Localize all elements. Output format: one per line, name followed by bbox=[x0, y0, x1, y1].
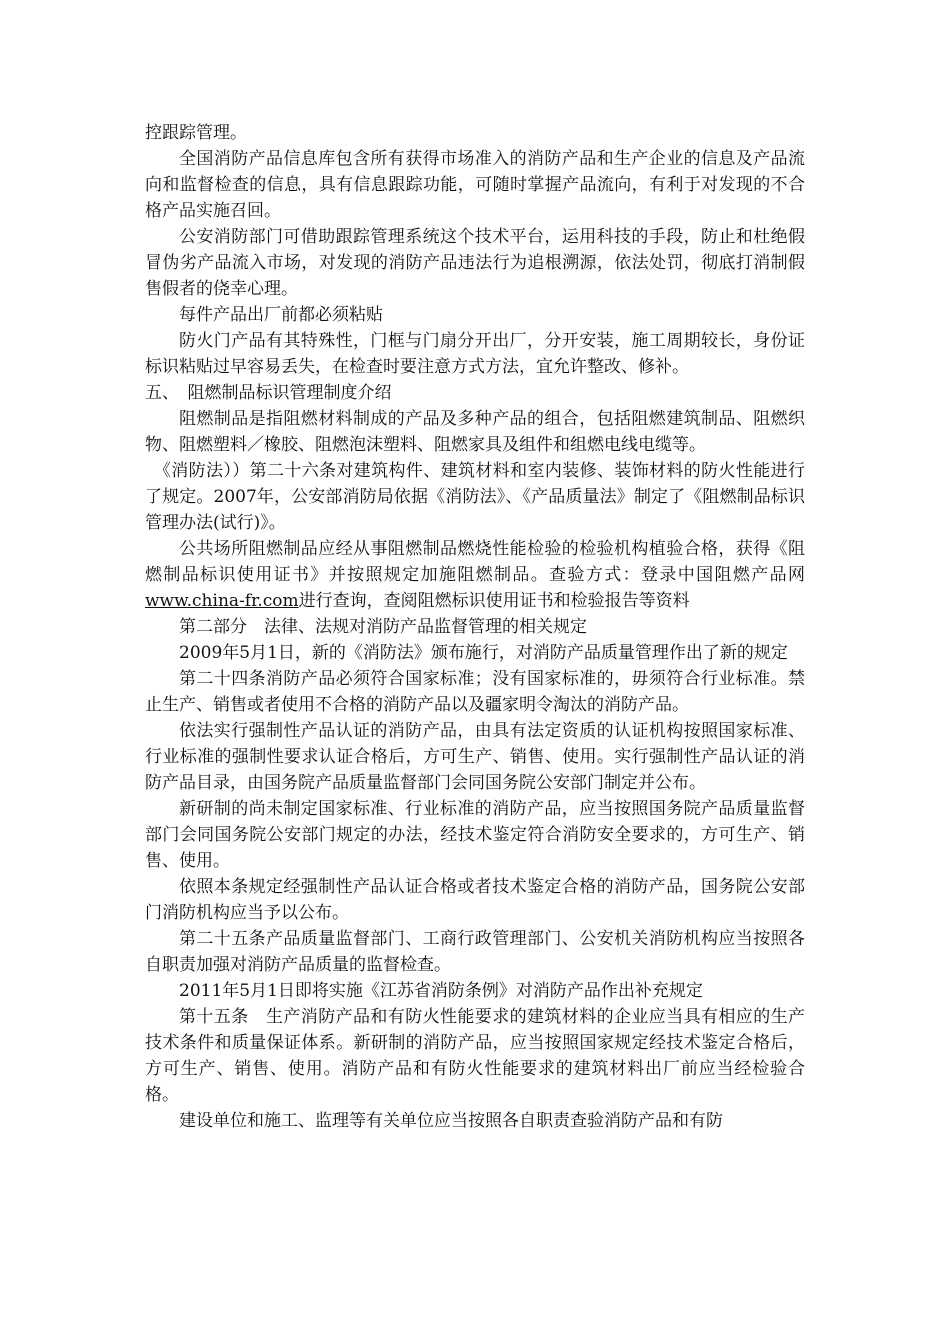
paragraph bbox=[145, 536, 805, 614]
paragraph: 控跟踪管理。 bbox=[145, 123, 247, 143]
paragraph: 阻燃制品是指阻燃材料制成的产品及多种产品的组合，包括阻燃建筑制品、阻燃织物、阻燃塑料／橡胶、阻燃泡沫塑料、阻燃家具及组件和组燃电线电缆等。 bbox=[145, 409, 805, 455]
paragraph: 新研制的尚未制定国家标准、行业标准的消防产品，应当按照国务院产品质量监督部门会同国务院公安部门规定的办法，经技术鉴定符合消防安全要求的，方可生产、销售、使用。 bbox=[145, 799, 805, 871]
paragraph: 依法实行强制性产品认证的消防产品，由具有法定资质的认证机构按照国家标准、行业标准的强制性要求认证合格后，方可生产、销售、使用。实行强制性产品认证的消防产品目录，由国务院产品质量监督部门会同国务院公安部门制定并公布。 bbox=[145, 721, 805, 793]
paragraph: 全国消防产品信息库包含所有获得市场准入的消防产品和生产企业的信息及产品流向和监督检查的信息，具有信息跟踪功能，可随时掌握产品流向，有利于对发现的不合格产品实施召回。 bbox=[145, 149, 805, 221]
paragraph: 依照本条规定经强制性产品认证合格或者技术鉴定合格的消防产品，国务院公安部门消防机构应当予以公布。 bbox=[145, 877, 805, 923]
paragraph: 第二十五条产品质量监督部门、工商行政管理部门、公安机关消防机构应当按照各自职责加强对消防产品质量的监督检查。 bbox=[145, 929, 805, 975]
paragraph bbox=[145, 458, 805, 536]
section-heading: 五、 阻燃制品标识管理制度介绍 bbox=[145, 383, 392, 403]
paragraph-text: 《消防法））第二十六条对建筑构件、建筑材料和室内装修、装饰材料的防火性能进行了规定。2007年，公安部消防局依据《消防法》、《产品质量法》制定了《阻燃制品标识管理办法(试行)》。 bbox=[145, 461, 806, 533]
paragraph: 2009年5月1日，新的《消防法》颁布施行，对消防产品质量管理作出了新的规定 bbox=[179, 643, 788, 663]
paragraph: 公安消防部门可借助跟踪管理系统这个技术平台，运用科技的手段，防止和杜绝假冒伪劣产品流入市场，对发现的消防产品违法行为追根溯源，依法处罚，彻底打消制假售假者的侥幸心理。 bbox=[145, 227, 805, 299]
website-link[interactable]: www.china-fr.com bbox=[145, 591, 299, 611]
subheading: 每件产品出厂前都必须粘贴 bbox=[179, 305, 383, 325]
paragraph-lead bbox=[145, 461, 162, 481]
subheading: 2011年5月1日即将实施《江苏省消防条例》对消防产品作出补充规定 bbox=[179, 981, 703, 1001]
paragraph: 第十五条 生产消防产品和有防火性能要求的建筑材料的企业应当具有相应的生产技术条件和质量保证体系。新研制的消防产品，应当按照国家规定经技术鉴定合格后，方可生产、销售、使用。消防产品和有防火性能要求的建筑材料出厂前应当经检验合格。 bbox=[145, 1007, 805, 1105]
document-page bbox=[145, 120, 805, 1134]
part-heading: 第二部分 法律、法规对消防产品监督管理的相关规定 bbox=[179, 617, 587, 637]
paragraph: 建设单位和施工、监理等有关单位应当按照各自职责查验消防产品和有防 bbox=[179, 1111, 723, 1131]
paragraph-text: 进行查询，查阅阻燃标识使用证书和检验报告等资料 bbox=[298, 591, 690, 611]
paragraph: 防火门产品有其特殊性，门框与门扇分开出厂，分开安装，施工周期较长，身份证标识粘贴过早容易丢失，在检查时要注意方式方法，宜允许整改、修补。 bbox=[145, 331, 805, 377]
paragraph-text: 公共场所阻燃制品应经从事阻燃制品燃烧性能检验的检验机构植验合格，获得《阻燃制品标识使用证书》并按照规定加施阻燃制品。查验方式：登录中国阻燃产品网 bbox=[145, 539, 805, 585]
paragraph: 第二十四条消防产品必须符合国家标准；没有国家标准的，毋须符合行业标准。禁止生产、销售或者使用不合格的消防产品以及疆家明令淘汰的消防产品。 bbox=[145, 669, 805, 715]
